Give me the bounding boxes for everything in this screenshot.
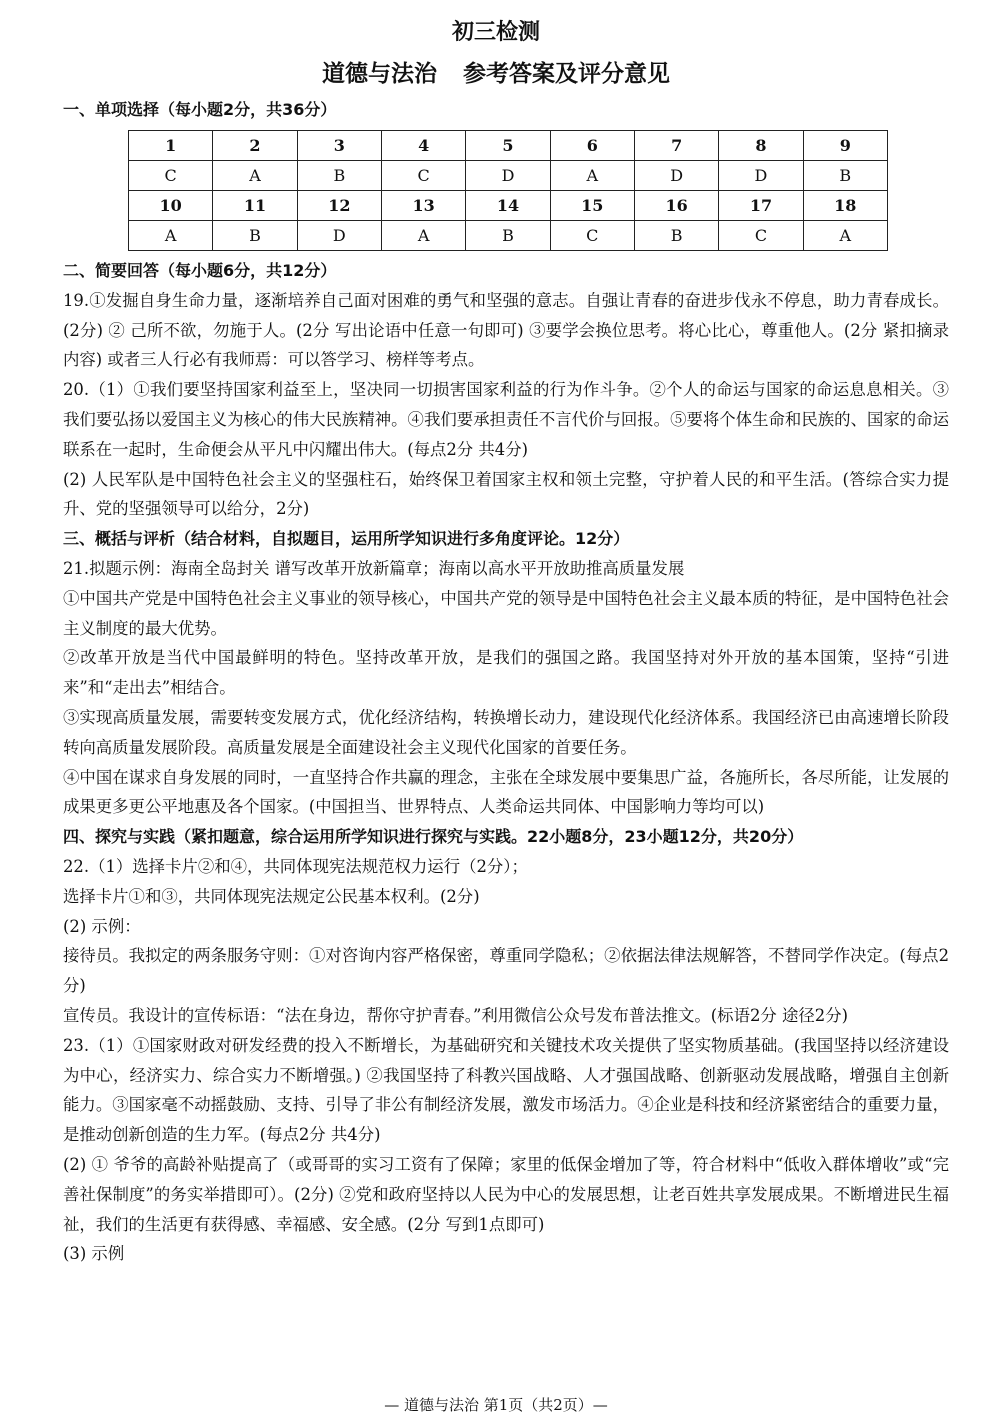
section3-heading: 三、概括与评析（结合材料，自拟题目，运用所学知识进行多角度评论。12分） <box>63 529 630 549</box>
question-number: 2 <box>213 131 297 161</box>
answer-cell: D <box>634 161 718 191</box>
section4-heading: 四、探究与实践（紧扣题意，综合运用所学知识进行探究与实践。22小题8分，23小题12分，共20分） <box>63 827 804 847</box>
question-number: 9 <box>803 131 887 161</box>
question-number: 5 <box>466 131 550 161</box>
answer-cell: C <box>129 161 213 191</box>
question-number: 13 <box>381 191 465 221</box>
answer-cell: B <box>803 161 887 191</box>
question-number: 10 <box>129 191 213 221</box>
table-row <box>129 161 888 191</box>
table-row <box>129 131 888 161</box>
answer-20-1: 20.（1）①我们要坚持国家利益至上，坚决同一切损害国家利益的行为作斗争。②个人的命运与国家的命运息息相关。③我们要弘扬以爱国主义为核心的伟大民族精神。④我们要承担责任不言代价与回报。⑤要将个体生命和民族的、国家的命运联系在一起时，生命便会从平凡中闪耀出伟大。(每点2分 共4分) <box>63 380 949 459</box>
answer-22-2: (2) 示例： <box>63 916 141 936</box>
question-number: 17 <box>719 191 803 221</box>
answer-table <box>128 130 888 251</box>
question-number: 4 <box>381 131 465 161</box>
answer-cell: D <box>297 221 381 251</box>
answer-cell: B <box>213 221 297 251</box>
question-number: 14 <box>466 191 550 221</box>
question-number: 6 <box>550 131 634 161</box>
answer-cell: B <box>634 221 718 251</box>
answer-cell: D <box>719 161 803 191</box>
answer-22-1b: 选择卡片①和③，共同体现宪法规定公民基本权利。(2分) <box>63 886 480 906</box>
answer-cell: A <box>550 161 634 191</box>
answer-22-publicist: 宣传员。我设计的宣传标语：“法在身边，帮你守护青春。”利用微信公众号发布普法推文。(标语2分 途径2分) <box>63 1005 848 1025</box>
answer-cell: A <box>213 161 297 191</box>
question-number: 12 <box>297 191 381 221</box>
answer-20-2: (2) 人民军队是中国特色社会主义的坚强柱石，始终保卫着国家主权和领土完整，守护着人民的和平生活。(答综合实力提升、党的坚强领导可以给分，2分) <box>63 469 949 519</box>
page-footer: — 道德与法治 第1页（共2页）— <box>384 1396 608 1414</box>
answer-cell: A <box>803 221 887 251</box>
table-row <box>129 221 888 251</box>
question-number: 3 <box>297 131 381 161</box>
question-number: 18 <box>803 191 887 221</box>
answer-22-receptionist: 接待员。我拟定的两条服务守则：①对咨询内容严格保密，尊重同学隐私；②依据法律法规解答，不替同学作决定。(每点2分) <box>63 946 949 996</box>
section1-heading: 一、单项选择（每小题2分，共36分） <box>63 100 337 119</box>
answer-23-1: 23.（1）①国家财政对研发经费的投入不断增长，为基础研究和关键技术攻关提供了坚实物质基础。(我国坚持以经济建设为中心，经济实力、综合实力不断增强。) ②我国坚持了科教兴国战略、人才强国战略、创新驱动发展战略，增强自主创新能力。③国家毫不动摇鼓励、支持、引导了非公有制经济发展，激发市场活力。④企业是科技和经济紧密结合的重要力量，是推动创新创造的生力军。(每点2分 共4分) <box>63 1035 949 1145</box>
answer-21-point: ②改革开放是当代中国最鲜明的特色。坚持改革开放，是我们的强国之路。我国坚持对外开放的基本国策，坚持“引进来”和“走出去”相结合。 <box>63 648 949 698</box>
answer-22-1a: 22.（1）选择卡片②和④，共同体现宪法规范权力运行（2分）； <box>63 856 528 876</box>
question-number: 7 <box>634 131 718 161</box>
subject-name: 道德与法治 <box>322 61 437 87</box>
question-number: 1 <box>129 131 213 161</box>
answer-cell: D <box>466 161 550 191</box>
question-number: 8 <box>719 131 803 161</box>
answer-cell: A <box>381 221 465 251</box>
answer-21-point: ①中国共产党是中国特色社会主义事业的领导核心，中国共产党的领导是中国特色社会主义最本质的特征，是中国特色社会主义制度的最大优势。 <box>63 588 949 638</box>
answer-21-point: ④中国在谋求自身发展的同时，一直坚持合作共赢的理念，主张在全球发展中要集思广益，各施所长，各尽所能，让发展的成果更多更公平地惠及各个国家。(中国担当、世界特点、人类命运共同体、中国影响力等均可以) <box>63 767 949 817</box>
answer-cell: A <box>129 221 213 251</box>
answer-cell: C <box>719 221 803 251</box>
answer-cell: B <box>297 161 381 191</box>
answer-body <box>63 256 949 1269</box>
question-number: 11 <box>213 191 297 221</box>
answer-21-title: 21.拟题示例：海南全岛封关 谱写改革开放新篇章；海南以高水平开放助推高质量发展 <box>63 558 685 578</box>
answer-cell: B <box>466 221 550 251</box>
section2-heading: 二、简要回答（每小题6分，共12分） <box>63 261 337 280</box>
question-number: 15 <box>550 191 634 221</box>
answer-cell: C <box>550 221 634 251</box>
answer-key-subtitle: 参考答案及评分意见 <box>463 61 670 87</box>
answer-key-title <box>0 58 992 90</box>
exam-title: 初三检测 <box>451 20 540 45</box>
answer-23-2: (2) ① 爷爷的高龄补贴提高了（或哥哥的实习工资有了保障；家里的低保金增加了等，符合材料中“低收入群体增收”或“完善社保制度”的务实举措即可）。(2分) ②党和政府坚持以人民为中心的发展思想，让老百姓共享发展成果。不断增进民生福祉，我们的生活更有获得感、幸福感、安全感。(2分 写到1点即可) <box>63 1154 949 1234</box>
answer-19: 19.①发掘自身生命力量，逐渐培养自己面对困难的勇气和坚强的意志。自强让青春的奋进步伐永不停息，助力青春成长。(2分) ② 己所不欲，勿施于人。(2分 写出论语中任意一句即可) ③要学会换位思考。将心比心，尊重他人。(2分 紧扣摘录内容) 或者三人行必有我师焉：可以答学习、榜样等考点。 <box>63 290 949 370</box>
answer-cell: C <box>381 161 465 191</box>
answer-21-point: ③实现高质量发展，需要转变发展方式，优化经济结构，转换增长动力，建设现代化经济体系。我国经济已由高速增长阶段转向高质量发展阶段。高质量发展是全面建设社会主义现代化国家的首要任务。 <box>63 707 949 757</box>
answer-23-3: (3) 示例 <box>63 1244 125 1264</box>
table-row <box>129 191 888 221</box>
question-number: 16 <box>634 191 718 221</box>
